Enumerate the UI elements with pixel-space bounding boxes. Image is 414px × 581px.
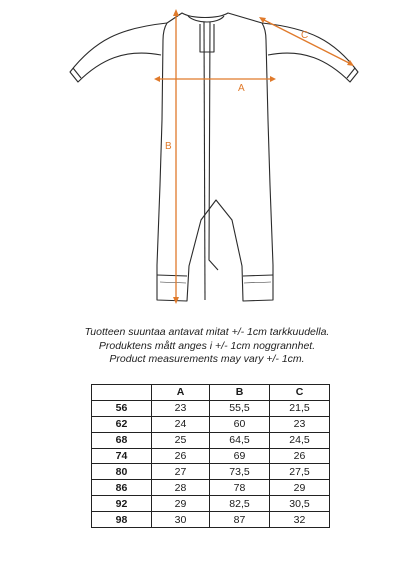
table-row [92,432,330,448]
header-b: B [210,385,270,401]
table-row [92,496,330,512]
table-row [92,512,330,528]
cell-b: 69 [210,448,270,464]
cell-size: 68 [92,432,152,448]
note-finnish: Tuotteen suuntaa antavat mitat +/- 1cm tarkkuudella. [84,326,330,338]
cell-c: 21,5 [270,400,330,416]
size-table [91,384,330,528]
cell-size: 98 [92,512,152,528]
cell-size: 74 [92,448,152,464]
measurement-note [0,326,414,367]
cell-size: 80 [92,464,152,480]
cell-size: 92 [92,496,152,512]
note-swedish: Produktens mått anges i +/- 1cm noggrannhet. [98,339,316,352]
cell-b: 73,5 [210,464,270,480]
measurement-arrows [154,9,354,304]
cell-size: 62 [92,416,152,432]
cell-a: 29 [152,496,210,512]
table-header-row [92,385,330,401]
label-c: C [301,30,309,41]
label-b: B [165,141,172,152]
cell-c: 30,5 [270,496,330,512]
cell-c: 26 [270,448,330,464]
cell-a: 27 [152,464,210,480]
romper-outline [70,13,358,301]
arrow-b [173,9,179,304]
cell-a: 23 [152,400,210,416]
table-row [92,448,330,464]
cell-a: 28 [152,480,210,496]
cell-c: 24,5 [270,432,330,448]
header-c: C [270,385,330,401]
table-row [92,416,330,432]
header-size [92,385,152,401]
label-a: A [238,83,245,94]
cell-a: 25 [152,432,210,448]
note-english: Product measurements may vary +/- 1cm. [109,353,305,365]
cell-b: 64,5 [210,432,270,448]
table-row [92,400,330,416]
cell-b: 60 [210,416,270,432]
cell-a: 26 [152,448,210,464]
cell-b: 82,5 [210,496,270,512]
cell-a: 30 [152,512,210,528]
table-row [92,464,330,480]
cell-b: 78 [210,480,270,496]
arrow-c [259,17,354,66]
cell-c: 27,5 [270,464,330,480]
cell-b: 87 [210,512,270,528]
cell-c: 32 [270,512,330,528]
cell-a: 24 [152,416,210,432]
table-row [92,480,330,496]
cell-size: 56 [92,400,152,416]
cell-b: 55,5 [210,400,270,416]
header-a: A [152,385,210,401]
cell-size: 86 [92,480,152,496]
cell-c: 23 [270,416,330,432]
arrow-a [154,76,276,82]
cell-c: 29 [270,480,330,496]
